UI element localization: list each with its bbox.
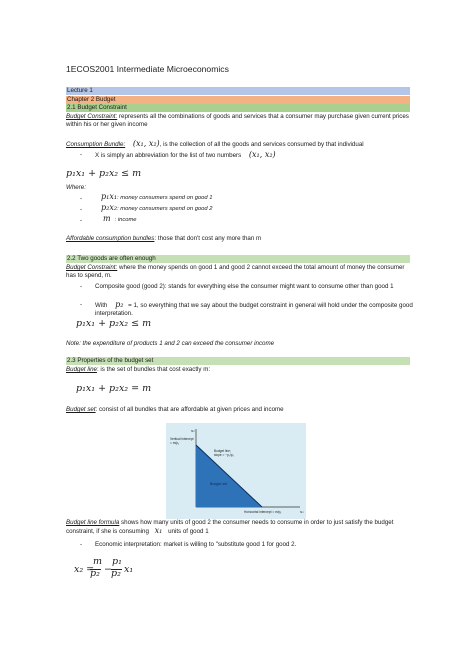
affordable-bundles-definition: Affordable consumption bundles: those that don't cost any more than m xyxy=(66,235,262,242)
economic-interpretation-bullet: Economic interpretation: market is willing to "substitute good 1 for good 2. xyxy=(95,541,297,548)
figure-vertical-intercept-label: Vertical intercept xyxy=(170,437,194,441)
heading-section-2-1: 2.1 Budget Constraint xyxy=(66,104,410,112)
where-item-2: p₂x₂: money consumers spend on good 2 xyxy=(101,203,213,212)
heading-section-2-2: 2.2 Two goods are often enough xyxy=(66,255,410,263)
figure-y-axis-label: x₂ xyxy=(191,428,195,433)
budget-constraint-definition: Budget Constraint: represents all the combinations of goods and services that a consumer may purchase given current prices within his or her given income xyxy=(66,113,409,129)
figure-budget-line-label: Budget line; xyxy=(214,449,231,453)
budget-set-figure xyxy=(166,423,306,519)
inequality-budget-2: p₁x₁ + p₂x₂ ≤ m xyxy=(76,318,152,329)
document-title: 1ECOS2001 Intermediate Microeconomics xyxy=(66,64,229,74)
inequality-budget-1: p₁x₁ + p₂x₂ ≤ m xyxy=(66,168,142,179)
budget-set-definition: Budget set: consist of all bundles that are affordable at given prices and income xyxy=(66,406,284,413)
term-affordable-bundles: Affordable consumption bundles xyxy=(66,235,155,242)
figure-vertical-intercept-value: = m/p₂ xyxy=(170,441,180,445)
consumption-bundle-bullet: X is simply an abbreviation for the list of two numbers (x₁, x₂) xyxy=(95,150,276,159)
term-consumption-bundle: Consumption Bundle: xyxy=(66,141,126,148)
heading-lecture: Lecture 1 xyxy=(66,87,410,95)
budget-line-definition: Budget line: is the set of bundles that cost exactly m: xyxy=(66,366,211,373)
budget-constraint-two-goods: Budget Constraint: where the money spends on good 1 and good 2 cannot exceed the total amount of money the consumer has to spend, m. xyxy=(66,264,405,280)
heading-section-2-3: 2.3 Properties of the budget set xyxy=(66,357,410,365)
note-expenditure: Note: the expenditure of products 1 and 2 can exceed the consumer income xyxy=(66,340,275,347)
consumption-bundle-definition: Consumption Bundle: (x₁, x₂), is the collection of all the goods and services consumed by that individual xyxy=(66,139,364,148)
with-p2-bullet: With p₂ = 1, so everything that we say about the budget constraint in general will hold under the composite good interpretation. xyxy=(95,300,413,318)
composite-good-bullet: Composite good (good 2): stands for everything else the consumer might want to consume other than good 1 xyxy=(95,283,394,290)
equation-budget-line: p₁x₁ + p₂x₂ = m xyxy=(76,383,152,394)
bullet-dash: - xyxy=(80,151,83,158)
where-label: Where: xyxy=(66,184,86,191)
where-item-3: m : income xyxy=(103,214,137,223)
where-item-1: p₁x₁: money consumers spend on good 1 xyxy=(101,192,213,201)
term-budget-constraint: Budget Constraint: xyxy=(66,113,118,120)
figure-x-axis-label: x₁ xyxy=(300,509,304,514)
budget-line-formula-definition: Budget line formula shows how many units of good 2 the consumer needs to consume in order to just satisfy the budget constraint, if she is consuming x₁ units of good 1 xyxy=(66,519,394,536)
heading-chapter: Chapter 2 Budget xyxy=(66,96,410,104)
equation-budget-line-formula: x₂ = m p₂ − p₁ p₂ x₁ xyxy=(74,556,134,579)
figure-budget-set-label: Budget set xyxy=(210,482,228,486)
document-page: 1ECOS2001 Intermediate Microeconomics Lecture 1 Chapter 2 Budget 2.1 Budget Constraint Budget Constraint: represents all the combinations of goods and services that a consumer may purchase given current prices within his or her given income Consumption Bundle: (x₁, x₂), is the collection of all the goods and services consumed by that individual - X is simply an abbreviation for the list of two numbers (x₁, x₂) p₁x₁ + p₂x₂ ≤ m Where: - p₁x₁: money consumers spend on good 1 - p₂x₂: money consumers spend on good 2 - m : income Affordable consumption bundles: those that don't cost any more than m 2.2 Two goods are often enough Budget Constraint: where the money spends on good 1 and good 2 cannot exceed the total amount of money the consumer has to spend, m. - Composite good (good 2): stands for everything else the consumer might want to consume other than good 1 - With p₂ = 1, so everything that we say about the budget constraint in general will hold under the composite good interpretation. p₁x₁ + p₂x₂ ≤ m Note: the expenditure of products 1 and 2 can exceed the consumer income 2.3 Properties of the budget set Budget line: is the set of bundles that cost exactly m: p₁x₁ + p₂x₂ = m Budget set: consist of all bundles that are affordable at given prices and income x₂ Vertical intercept = m/p₂ Budget line; slope = −p₁/p₂ Budget set Horizontal intercept = m/p₁ x₁ Budget line formula shows how many units of good 2 the consumer needs to consume in order to just satisfy the budget constraint, if she is consuming x₁ units of good 1 - Economic interpretation: market is willing to "substitute good 1 for good 2. x₂ = m p₂ − p₁ p₂ x₁ xyxy=(0,0,474,670)
figure-slope-label: slope = −p₁/p₂ xyxy=(214,453,234,457)
figure-horizontal-intercept-label: Horizontal intercept = m/p₁ xyxy=(244,510,282,514)
